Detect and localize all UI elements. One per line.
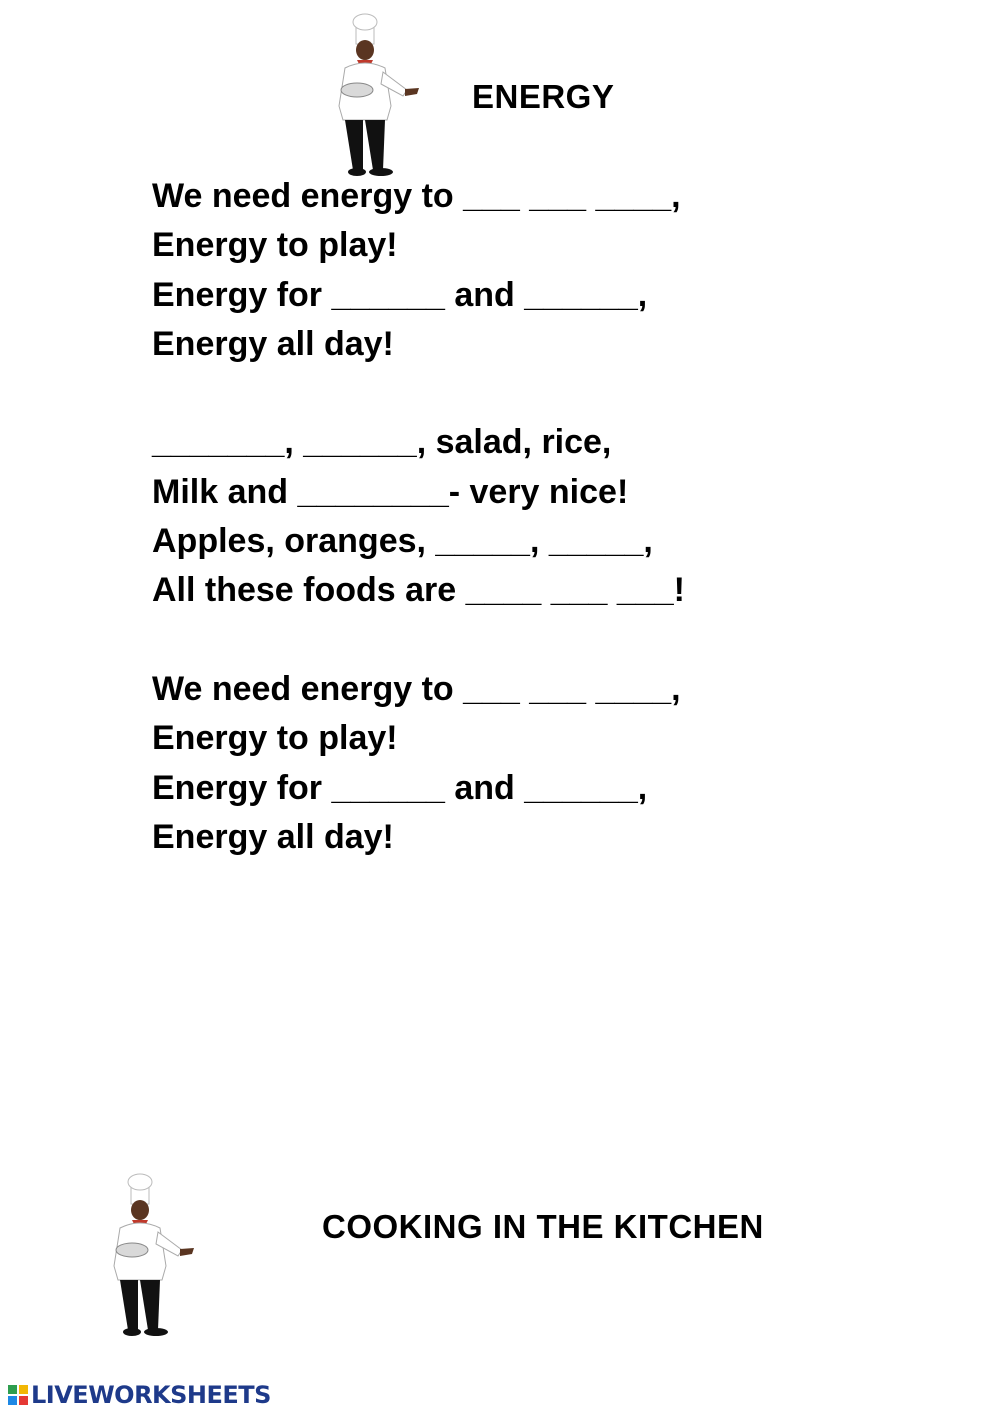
poem xyxy=(152,172,685,862)
poem-line: We need energy to ___ ___ ____, xyxy=(152,177,681,215)
poem-line: Apples, oranges, _____, _____, xyxy=(152,522,653,561)
poem-line: Energy to play! xyxy=(152,719,398,758)
logo-text: LIVEWORKSHEETS xyxy=(31,1381,271,1409)
logo-blocks-icon xyxy=(8,1385,28,1405)
chef-figure xyxy=(114,1174,194,1336)
poem-line: Milk and ________- very nice! xyxy=(152,472,629,511)
footer-title: COOKING IN THE KITCHEN xyxy=(322,1208,764,1245)
poem-line: Energy all day! xyxy=(152,324,394,363)
chef-figure xyxy=(339,14,419,176)
chef-illustration-top xyxy=(325,10,425,180)
poem-line: _______, ______, salad, rice, xyxy=(152,423,612,462)
stanza-gap xyxy=(152,369,685,418)
liveworksheets-logo[interactable] xyxy=(8,1381,271,1409)
poem-line: Energy for ______ and ______, xyxy=(152,275,648,314)
page-title: ENERGY xyxy=(472,78,615,115)
poem-line: All these foods are ____ ___ ___! xyxy=(152,571,685,610)
poem-line: Energy to play! xyxy=(152,226,398,265)
stanza-gap xyxy=(152,616,685,665)
poem-line: Energy for ______ and ______, xyxy=(152,768,648,807)
chef-illustration-bottom xyxy=(100,1170,200,1340)
poem-line: We need energy to ___ ___ ____, xyxy=(152,669,681,708)
poem-line: Energy all day! xyxy=(152,817,394,856)
